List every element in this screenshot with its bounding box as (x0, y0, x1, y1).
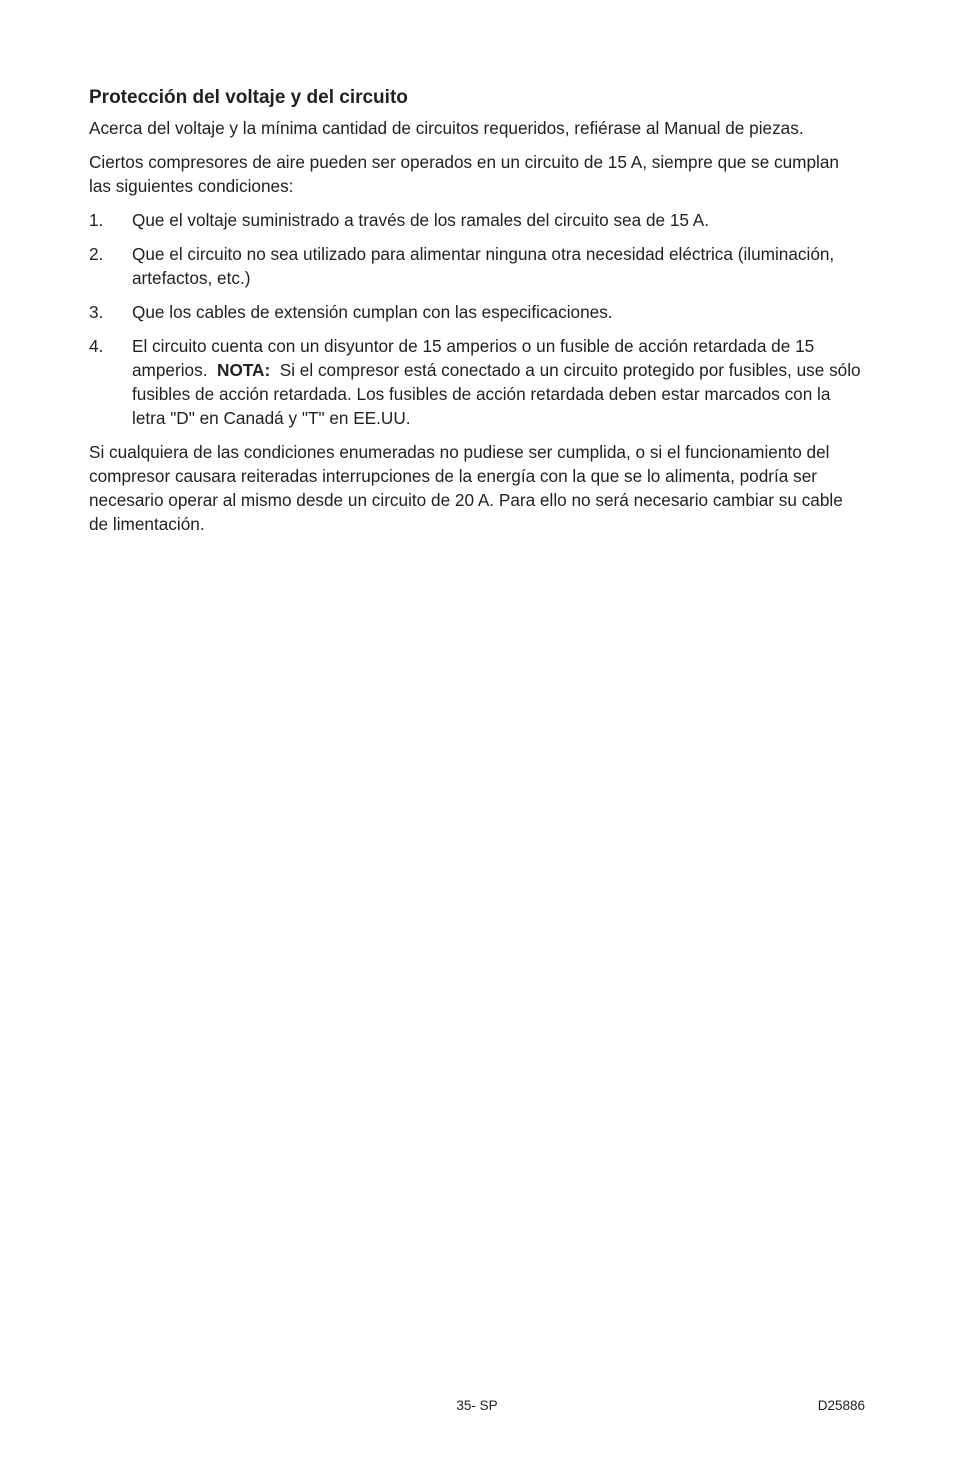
list-item-text: Que los cables de extensión cumplan con las especificaciones. (132, 302, 613, 322)
document-code: D25886 (817, 1398, 865, 1413)
list-item (89, 208, 865, 232)
page-number: 35- SP (456, 1398, 498, 1413)
list-item-text: El circuito cuenta con un disyuntor de 15 amperios o un fusible de acción retardada de 15 amperios. (132, 336, 815, 380)
list-item-number: 3. (89, 302, 104, 322)
list-item-number: 1. (89, 210, 104, 230)
note-label: NOTA: (217, 360, 271, 380)
list-item-number: 2. (89, 244, 104, 264)
conditions-list (89, 208, 865, 430)
list-item (89, 300, 865, 324)
closing-paragraph: Si cualquiera de las condiciones enumeradas no pudiese ser cumplida, o si el funcionamiento del compresor causara reiteradas interrupciones de la energía con la que se lo alimenta, podría ser necesario operar al mismo desde un circuito de 20 A. Para ello no será necesario cambiar su cable de limentación. (89, 442, 843, 534)
list-item (89, 242, 865, 290)
list-item (89, 334, 865, 430)
note-text: Si el compresor está conectado a un circuito protegido por fusibles, use sólo fusibles de acción retardada. Los fusibles de acción retardada deben estar marcados con la letra "D" en Canadá y "T" en EE.UU. (132, 360, 861, 428)
intro-paragraph: Acerca del voltaje y la mínima cantidad de circuitos requeridos, refiérase al Manual de piezas. (89, 118, 804, 138)
list-item-number: 4. (89, 336, 104, 356)
list-item-text: Que el circuito no sea utilizado para alimentar ninguna otra necesidad eléctrica (iluminación, artefactos, etc.) (132, 244, 835, 288)
page-content (89, 86, 865, 546)
conditions-paragraph: Ciertos compresores de aire pueden ser operados en un circuito de 15 A, siempre que se cumplan las siguientes condiciones: (89, 152, 839, 196)
section-title: Protección del voltaje y del circuito (89, 87, 408, 108)
list-item-text: Que el voltaje suministrado a través de los ramales del circuito sea de 15 A. (132, 210, 710, 230)
